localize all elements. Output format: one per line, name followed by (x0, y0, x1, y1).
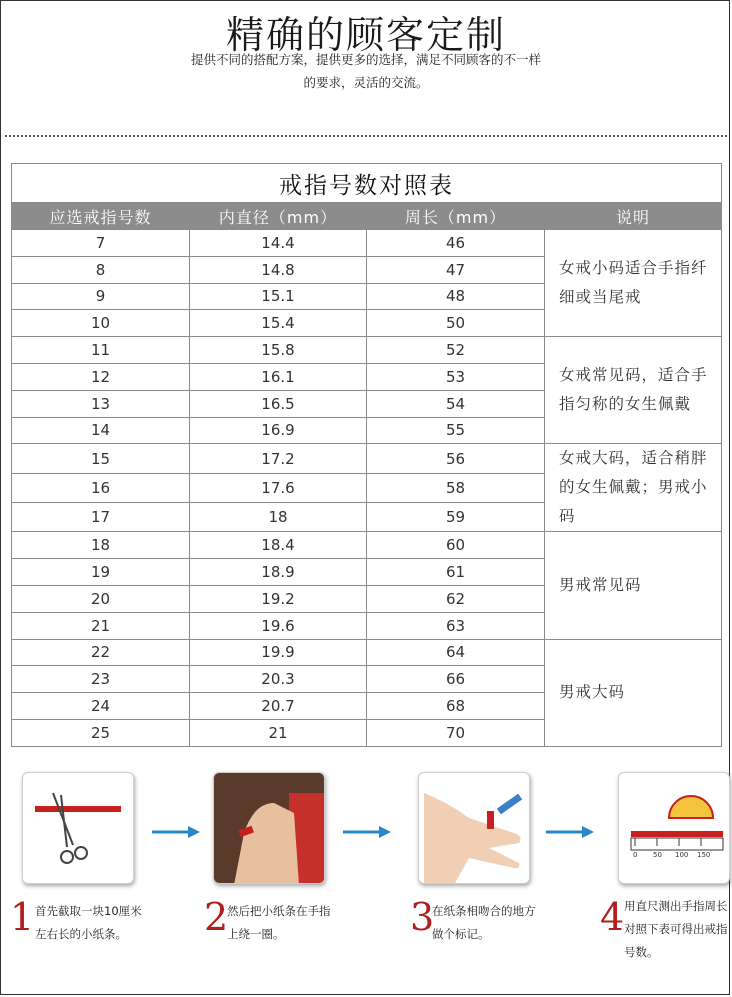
cell-diameter: 19.2 (190, 585, 367, 612)
arrow-right-icon (343, 826, 391, 838)
cell-diameter: 19.9 (190, 639, 367, 666)
step-3-image (418, 772, 530, 884)
cell-size: 10 (12, 310, 190, 337)
cell-diameter: 16.1 (190, 363, 367, 390)
cell-diameter: 17.6 (190, 473, 367, 502)
cell-diameter: 16.5 (190, 390, 367, 417)
step-1-image (22, 772, 134, 884)
dotted-divider (5, 135, 727, 137)
cell-diameter: 21 (190, 719, 367, 746)
step-4-text: 用直尺测出手指周长对照下表可得出戒指号数。 (624, 899, 728, 959)
ruler-label: 50 (653, 851, 662, 859)
cell-note: 男戒大码 (545, 639, 722, 746)
cell-size: 14 (12, 417, 190, 444)
cell-circumference: 58 (367, 473, 545, 502)
column-header-size: 应选戒指号数 (12, 203, 190, 230)
step-3-text: 在纸条相吻合的地方做个标记。 (432, 904, 536, 941)
cell-circumference: 56 (367, 444, 545, 473)
ruler-icon (631, 838, 723, 850)
cell-diameter: 20.3 (190, 666, 367, 693)
arrow-right-icon (152, 826, 200, 838)
cell-circumference: 60 (367, 532, 545, 559)
page-title: 精确的顾客定制 (225, 13, 506, 57)
table-row (12, 639, 722, 666)
cell-size: 22 (12, 639, 190, 666)
column-header-circumference: 周长（mm） (367, 203, 545, 230)
table-row (12, 532, 722, 559)
cell-size: 11 (12, 337, 190, 364)
cell-circumference: 46 (367, 230, 545, 257)
ruler-label: 0 (633, 851, 638, 859)
cell-note: 女戒常见码，适合手指匀称的女生佩戴 (545, 337, 722, 444)
cell-diameter: 15.4 (190, 310, 367, 337)
cell-circumference: 55 (367, 417, 545, 444)
cell-circumference: 48 (367, 283, 545, 310)
cell-diameter: 18.4 (190, 532, 367, 559)
column-header-diameter: 内直径（mm） (190, 203, 367, 230)
cell-size: 24 (12, 693, 190, 720)
cell-diameter: 19.6 (190, 612, 367, 639)
ring-size-table (11, 163, 722, 747)
cell-size: 23 (12, 666, 190, 693)
cell-size: 21 (12, 612, 190, 639)
table-header-row (12, 203, 722, 230)
cell-circumference: 61 (367, 559, 545, 586)
cell-size: 18 (12, 532, 190, 559)
column-header-notes: 说明 (545, 203, 722, 230)
protractor-icon (669, 796, 713, 818)
cell-size: 8 (12, 256, 190, 283)
step-2-number: 2 (204, 895, 229, 939)
cell-diameter: 18 (190, 503, 367, 532)
cell-note: 女戒小码适合手指纤细或当尾戒 (545, 230, 722, 337)
subtitle-line-2: 的要求，灵活的交流。 (303, 75, 429, 90)
table-row (12, 444, 722, 473)
cell-size: 20 (12, 585, 190, 612)
table-row (12, 337, 722, 364)
cell-diameter: 20.7 (190, 693, 367, 720)
scissors-icon (53, 793, 87, 863)
ruler-label: 100 (675, 851, 689, 859)
cell-circumference: 47 (367, 256, 545, 283)
cell-diameter: 17.2 (190, 444, 367, 473)
cell-size: 7 (12, 230, 190, 257)
cell-circumference: 70 (367, 719, 545, 746)
step-1-text: 首先截取一块10厘米左右长的小纸条。 (35, 904, 142, 941)
cell-diameter: 18.9 (190, 559, 367, 586)
cell-circumference: 68 (367, 693, 545, 720)
cell-size: 17 (12, 503, 190, 532)
cell-circumference: 62 (367, 585, 545, 612)
step-1-number: 1 (10, 895, 35, 939)
step-3-number: 3 (410, 895, 435, 939)
cell-circumference: 66 (367, 666, 545, 693)
arrow-right-icon (546, 826, 594, 838)
cell-size: 13 (12, 390, 190, 417)
table-row (12, 230, 722, 257)
cell-diameter: 15.1 (190, 283, 367, 310)
cell-circumference: 59 (367, 503, 545, 532)
cell-circumference: 64 (367, 639, 545, 666)
ruler-label: 150 (697, 851, 711, 859)
cell-size: 16 (12, 473, 190, 502)
pen-icon (497, 794, 522, 815)
cell-size: 12 (12, 363, 190, 390)
table-caption: 戒指号数对照表 (12, 164, 722, 203)
cell-circumference: 54 (367, 390, 545, 417)
cell-note: 女戒大码，适合稍胖的女生佩戴；男戒小码 (545, 444, 722, 532)
cell-circumference: 63 (367, 612, 545, 639)
cell-note: 男戒常见码 (545, 532, 722, 639)
cell-diameter: 14.4 (190, 230, 367, 257)
step-4-number: 4 (600, 895, 625, 939)
step-4-image (618, 772, 730, 884)
subtitle-line-1: 提供不同的搭配方案，提供更多的选择，满足不同顾客的不一样 (190, 52, 541, 67)
cell-size: 9 (12, 283, 190, 310)
cell-size: 19 (12, 559, 190, 586)
cell-diameter: 15.8 (190, 337, 367, 364)
cell-circumference: 52 (367, 337, 545, 364)
step-2-text: 然后把小纸条在手指上绕一圈。 (227, 904, 331, 941)
cell-size: 15 (12, 444, 190, 473)
cell-size: 25 (12, 719, 190, 746)
cell-circumference: 50 (367, 310, 545, 337)
step-2-image (213, 772, 325, 884)
cell-diameter: 16.9 (190, 417, 367, 444)
cell-diameter: 14.8 (190, 256, 367, 283)
cell-circumference: 53 (367, 363, 545, 390)
